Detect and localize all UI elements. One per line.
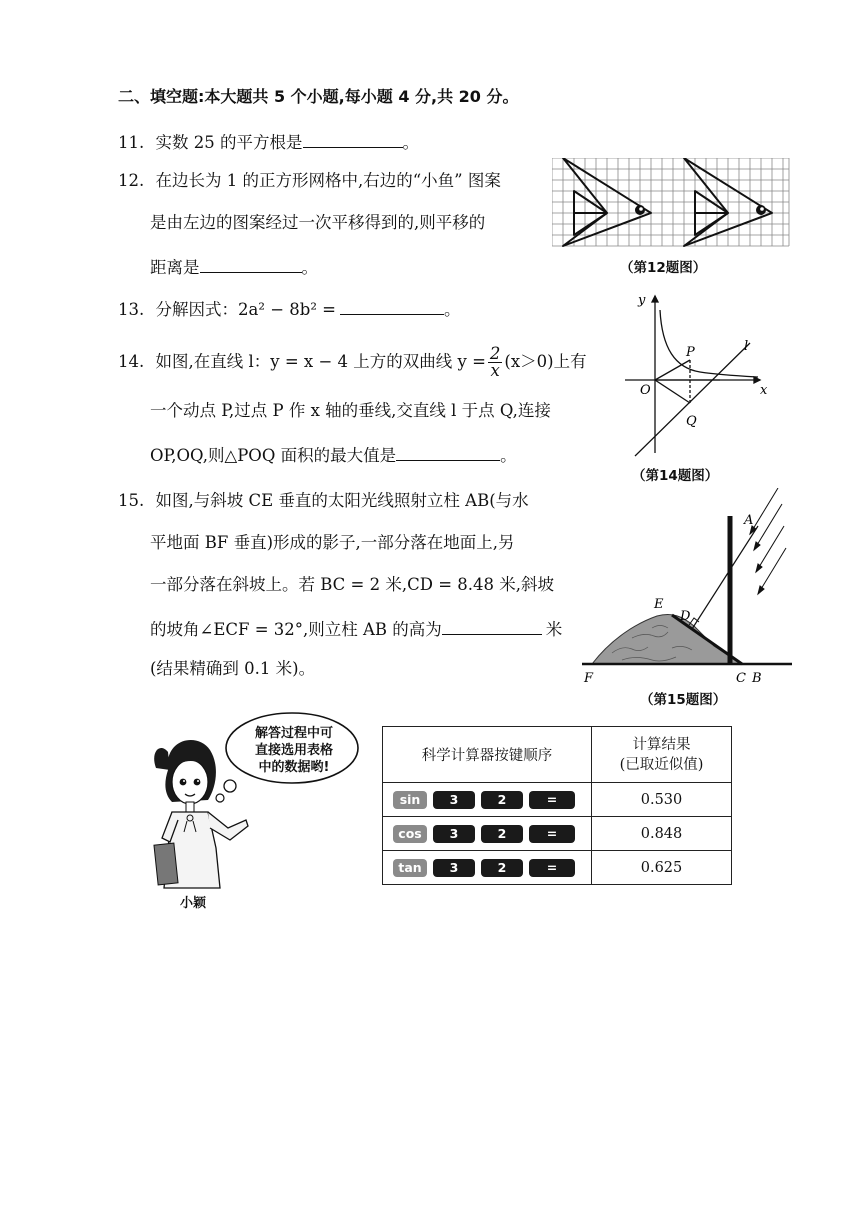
question-text: 在边长为 1 的正方形网格中,右边的“小鱼” 图案 [155, 171, 501, 190]
point-p-label: P [686, 345, 695, 360]
speech-bubble-text [252, 725, 336, 776]
header-result [592, 727, 732, 783]
question-text: 距离是 [150, 258, 200, 277]
answer-blank[interactable] [303, 129, 403, 148]
figure-12-caption: （第12题图） [620, 260, 707, 276]
question-number: 14. [118, 352, 145, 371]
question-number: 11. [118, 133, 145, 152]
bubble-line: 中的数据哟! [258, 760, 330, 775]
point-q-label: Q [686, 414, 697, 429]
digit-key: 2 [481, 859, 523, 877]
x-axis-label: x [760, 383, 768, 398]
fraction-numerator: 2 [489, 344, 501, 363]
key-sequence [383, 817, 592, 851]
equals-key: = [529, 825, 575, 843]
tan-key: tan [393, 859, 427, 877]
point-f-label: F [584, 671, 594, 686]
equals-key: = [529, 859, 575, 877]
header-result-line-1: 计算结果 [632, 736, 691, 753]
digit-key: 2 [481, 825, 523, 843]
figure-14-caption: （第14题图） [632, 468, 719, 484]
result-value: 0.625 [592, 851, 732, 885]
answer-blank[interactable] [442, 616, 542, 635]
unit: 米 [545, 620, 563, 639]
question-text: 如图,在直线 l：y = x − 4 上方的双曲线 y = [155, 352, 486, 371]
header-key-order: 科学计算器按键顺序 [383, 727, 592, 783]
sin-key: sin [393, 791, 427, 809]
question-14-line-3 [150, 442, 517, 467]
point-b-label: B [752, 671, 762, 686]
slope-pole-figure [582, 488, 800, 686]
calculator-table [382, 726, 732, 885]
girl-name: 小颖 [180, 896, 207, 911]
y-axis-label: y [638, 293, 646, 308]
question-number: 12. [118, 171, 145, 190]
question-12-line-3 [150, 254, 318, 279]
origin-label: O [640, 383, 651, 398]
question-text: OP,OQ,则△POQ 面积的最大值是 [150, 446, 397, 465]
bubble-line: 直接选用表格 [254, 743, 333, 758]
point-c-label: C [736, 671, 746, 686]
question-15-line-2: 平地面 BF 垂直)形成的影子,一部分落在地面上,另 [150, 533, 515, 552]
table-row [383, 817, 732, 851]
figure-15-caption: （第15题图） [640, 692, 727, 708]
question-text: 如图,与斜坡 CE 垂直的太阳光线照射立柱 AB(与水 [155, 491, 529, 510]
question-14-line-2: 一个动点 P,过点 P 作 x 轴的垂线,交直线 l 于点 Q,连接 [150, 401, 551, 420]
question-13 [118, 296, 461, 321]
key-sequence [383, 851, 592, 885]
digit-key: 3 [433, 825, 475, 843]
question-number: 15. [118, 491, 145, 510]
answer-blank[interactable] [396, 442, 500, 461]
table-row [383, 851, 732, 885]
result-value: 0.530 [592, 783, 732, 817]
point-d-label: D [680, 609, 691, 624]
punctuation: 。 [402, 133, 419, 152]
key-sequence [383, 783, 592, 817]
punctuation: 。 [301, 258, 318, 277]
line-l-label: l [744, 339, 749, 354]
question-text: 实数 25 的平方根是 [155, 133, 303, 152]
answer-blank[interactable] [200, 254, 302, 273]
point-a-label: A [744, 513, 754, 528]
hyperbola-figure [620, 288, 770, 458]
section-heading: 二、填空题:本大题共 5 个小题,每小题 4 分,共 20 分。 [118, 87, 519, 106]
question-text: 分解因式：2a² − 8b² = [155, 300, 337, 319]
question-number: 13. [118, 300, 145, 319]
digit-key: 3 [433, 859, 475, 877]
result-value: 0.848 [592, 817, 732, 851]
header-result-line-2: (已取近似值) [619, 756, 704, 773]
fish-grid-figure [552, 158, 790, 248]
fraction [488, 346, 503, 379]
table-row [383, 783, 732, 817]
punctuation: 。 [500, 446, 517, 465]
question-11 [118, 129, 419, 154]
question-15-line-5: (结果精确到 0.1 米)。 [150, 659, 316, 678]
question-15-line-4 [150, 616, 562, 641]
digit-key: 2 [481, 791, 523, 809]
question-15-line-3: 一部分落在斜坡上。若 BC = 2 米,CD = 8.48 米,斜坡 [150, 575, 555, 594]
equals-key: = [529, 791, 575, 809]
fraction-denominator: x [490, 361, 500, 380]
point-e-label: E [654, 597, 664, 612]
question-12-line-2: 是由左边的图案经过一次平移得到的,则平移的 [150, 213, 486, 232]
answer-blank[interactable] [340, 296, 444, 315]
question-text: (x＞0)上有 [504, 352, 587, 371]
digit-key: 3 [433, 791, 475, 809]
cos-key: cos [393, 825, 427, 843]
question-15-line-1 [118, 490, 529, 512]
question-text: 的坡角∠ECF = 32°,则立柱 AB 的高为 [150, 620, 442, 639]
question-14-line-1 [118, 346, 587, 379]
question-12-line-1 [118, 170, 501, 192]
bubble-line: 解答过程中可 [254, 726, 333, 741]
punctuation: 。 [444, 300, 461, 319]
